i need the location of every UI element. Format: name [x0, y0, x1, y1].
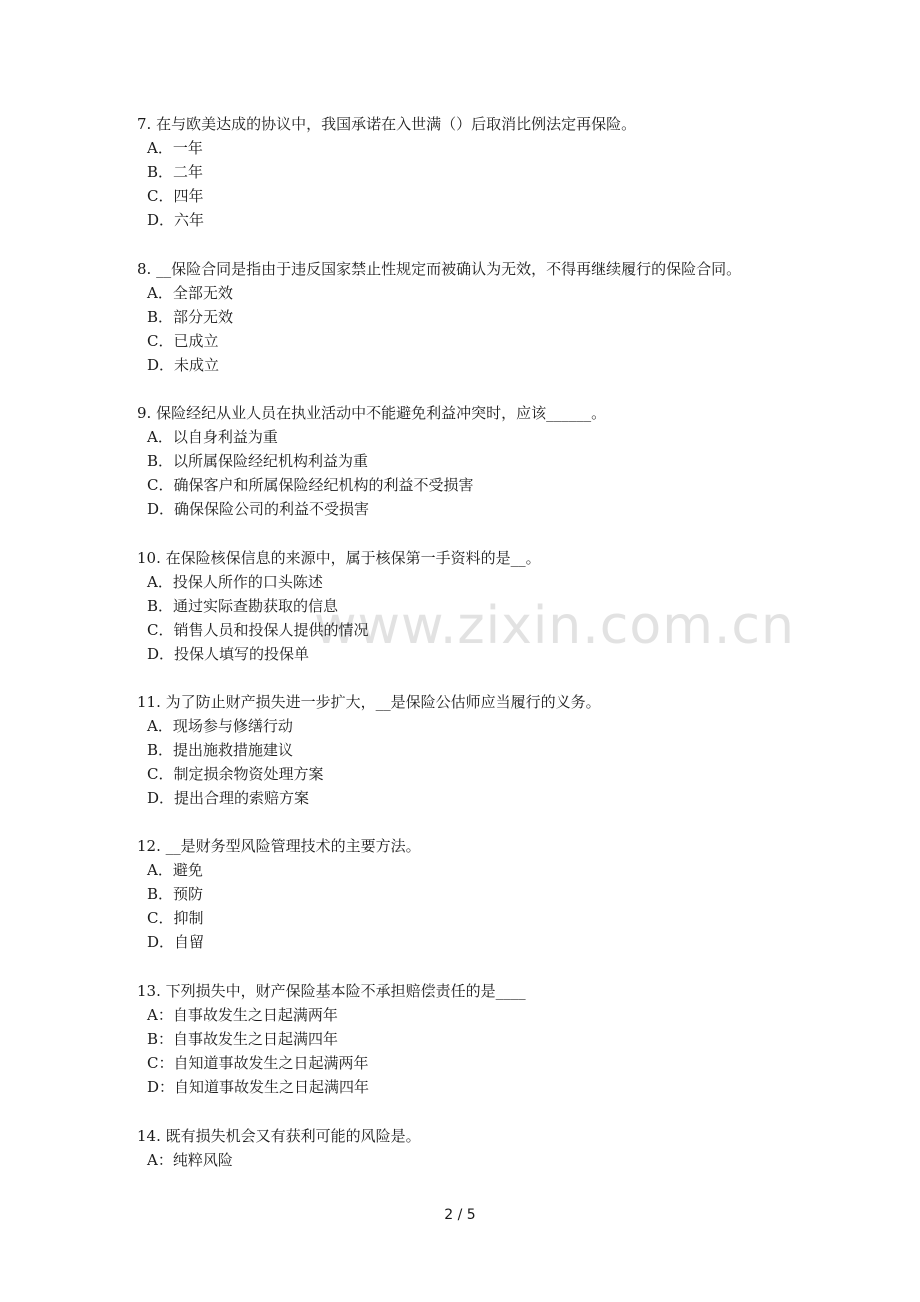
page-number: 2 / 5: [444, 1207, 476, 1223]
option-c: C．制定损余物资处理方案: [147, 765, 324, 783]
option-c: C．销售人员和投保人提供的情况: [147, 621, 369, 639]
question-8: [137, 257, 741, 377]
option-b: B．提出施救措施建议: [147, 741, 294, 759]
option-b: B．通过实际查勘获取的信息: [147, 597, 339, 615]
option-d: D．投保人填写的投保单: [147, 645, 310, 663]
option-b: B：自事故发生之日起满四年: [147, 1030, 339, 1048]
question-stem: 11. 为了防止财产损失进一步扩大，__是保险公估师应当履行的义务。: [137, 693, 601, 711]
option-c: C．抑制: [147, 909, 204, 927]
option-d: D：自知道事故发生之日起满四年: [147, 1078, 370, 1096]
question-stem: 12. __是财务型风险管理技术的主要方法。: [137, 837, 421, 855]
question-10: [137, 546, 541, 666]
question-11: [137, 690, 601, 810]
option-a: A：纯粹风险: [147, 1151, 233, 1169]
question-14: [137, 1124, 421, 1172]
option-a: A．全部无效: [147, 284, 233, 302]
option-a: A：自事故发生之日起满两年: [147, 1006, 338, 1024]
watermark: www.zixin.com.cn: [314, 596, 795, 656]
question-stem: 7. 在与欧美达成的协议中，我国承诺在入世满（）后取消比例法定再保险。: [137, 115, 637, 133]
question-stem: 14. 既有损失机会又有获利可能的风险是。: [137, 1127, 421, 1145]
option-b: B．预防: [147, 885, 204, 903]
option-c: C．确保客户和所属保险经纪机构的利益不受损害: [147, 476, 474, 494]
option-c: C．已成立: [147, 332, 219, 350]
option-a: A．以自身利益为重: [147, 428, 278, 446]
option-d: D．六年: [147, 211, 205, 229]
option-d: D．提出合理的索赔方案: [147, 789, 310, 807]
question-stem: 10. 在保险核保信息的来源中，属于核保第一手资料的是__。: [137, 549, 541, 567]
question-stem: 9. 保险经纪从业人员在执业活动中不能避免利益冲突时，应该______。: [137, 404, 607, 422]
option-a: A．避免: [147, 861, 203, 879]
option-b: B．二年: [147, 163, 204, 181]
option-d: D．自留: [147, 933, 205, 951]
question-stem: 8. __保险合同是指由于违反国家禁止性规定而被确认为无效，不得再继续履行的保险合同。: [137, 260, 742, 278]
option-d: D．确保保险公司的利益不受损害: [147, 500, 370, 518]
option-c: C：自知道事故发生之日起满两年: [147, 1054, 369, 1072]
option-a: A．投保人所作的口头陈述: [147, 573, 323, 591]
option-d: D．未成立: [147, 356, 220, 374]
option-b: B．以所属保险经纪机构利益为重: [147, 452, 369, 470]
option-a: A．现场参与修缮行动: [147, 717, 293, 735]
option-b: B．部分无效: [147, 308, 234, 326]
question-9: [137, 401, 606, 521]
question-13: [137, 979, 526, 1099]
question-12: [137, 834, 421, 954]
option-c: C．四年: [147, 187, 204, 205]
question-7: [137, 112, 636, 232]
option-a: A．一年: [147, 139, 203, 157]
question-stem: 13. 下列损失中，财产保险基本险不承担赔偿责任的是____: [137, 982, 526, 1000]
